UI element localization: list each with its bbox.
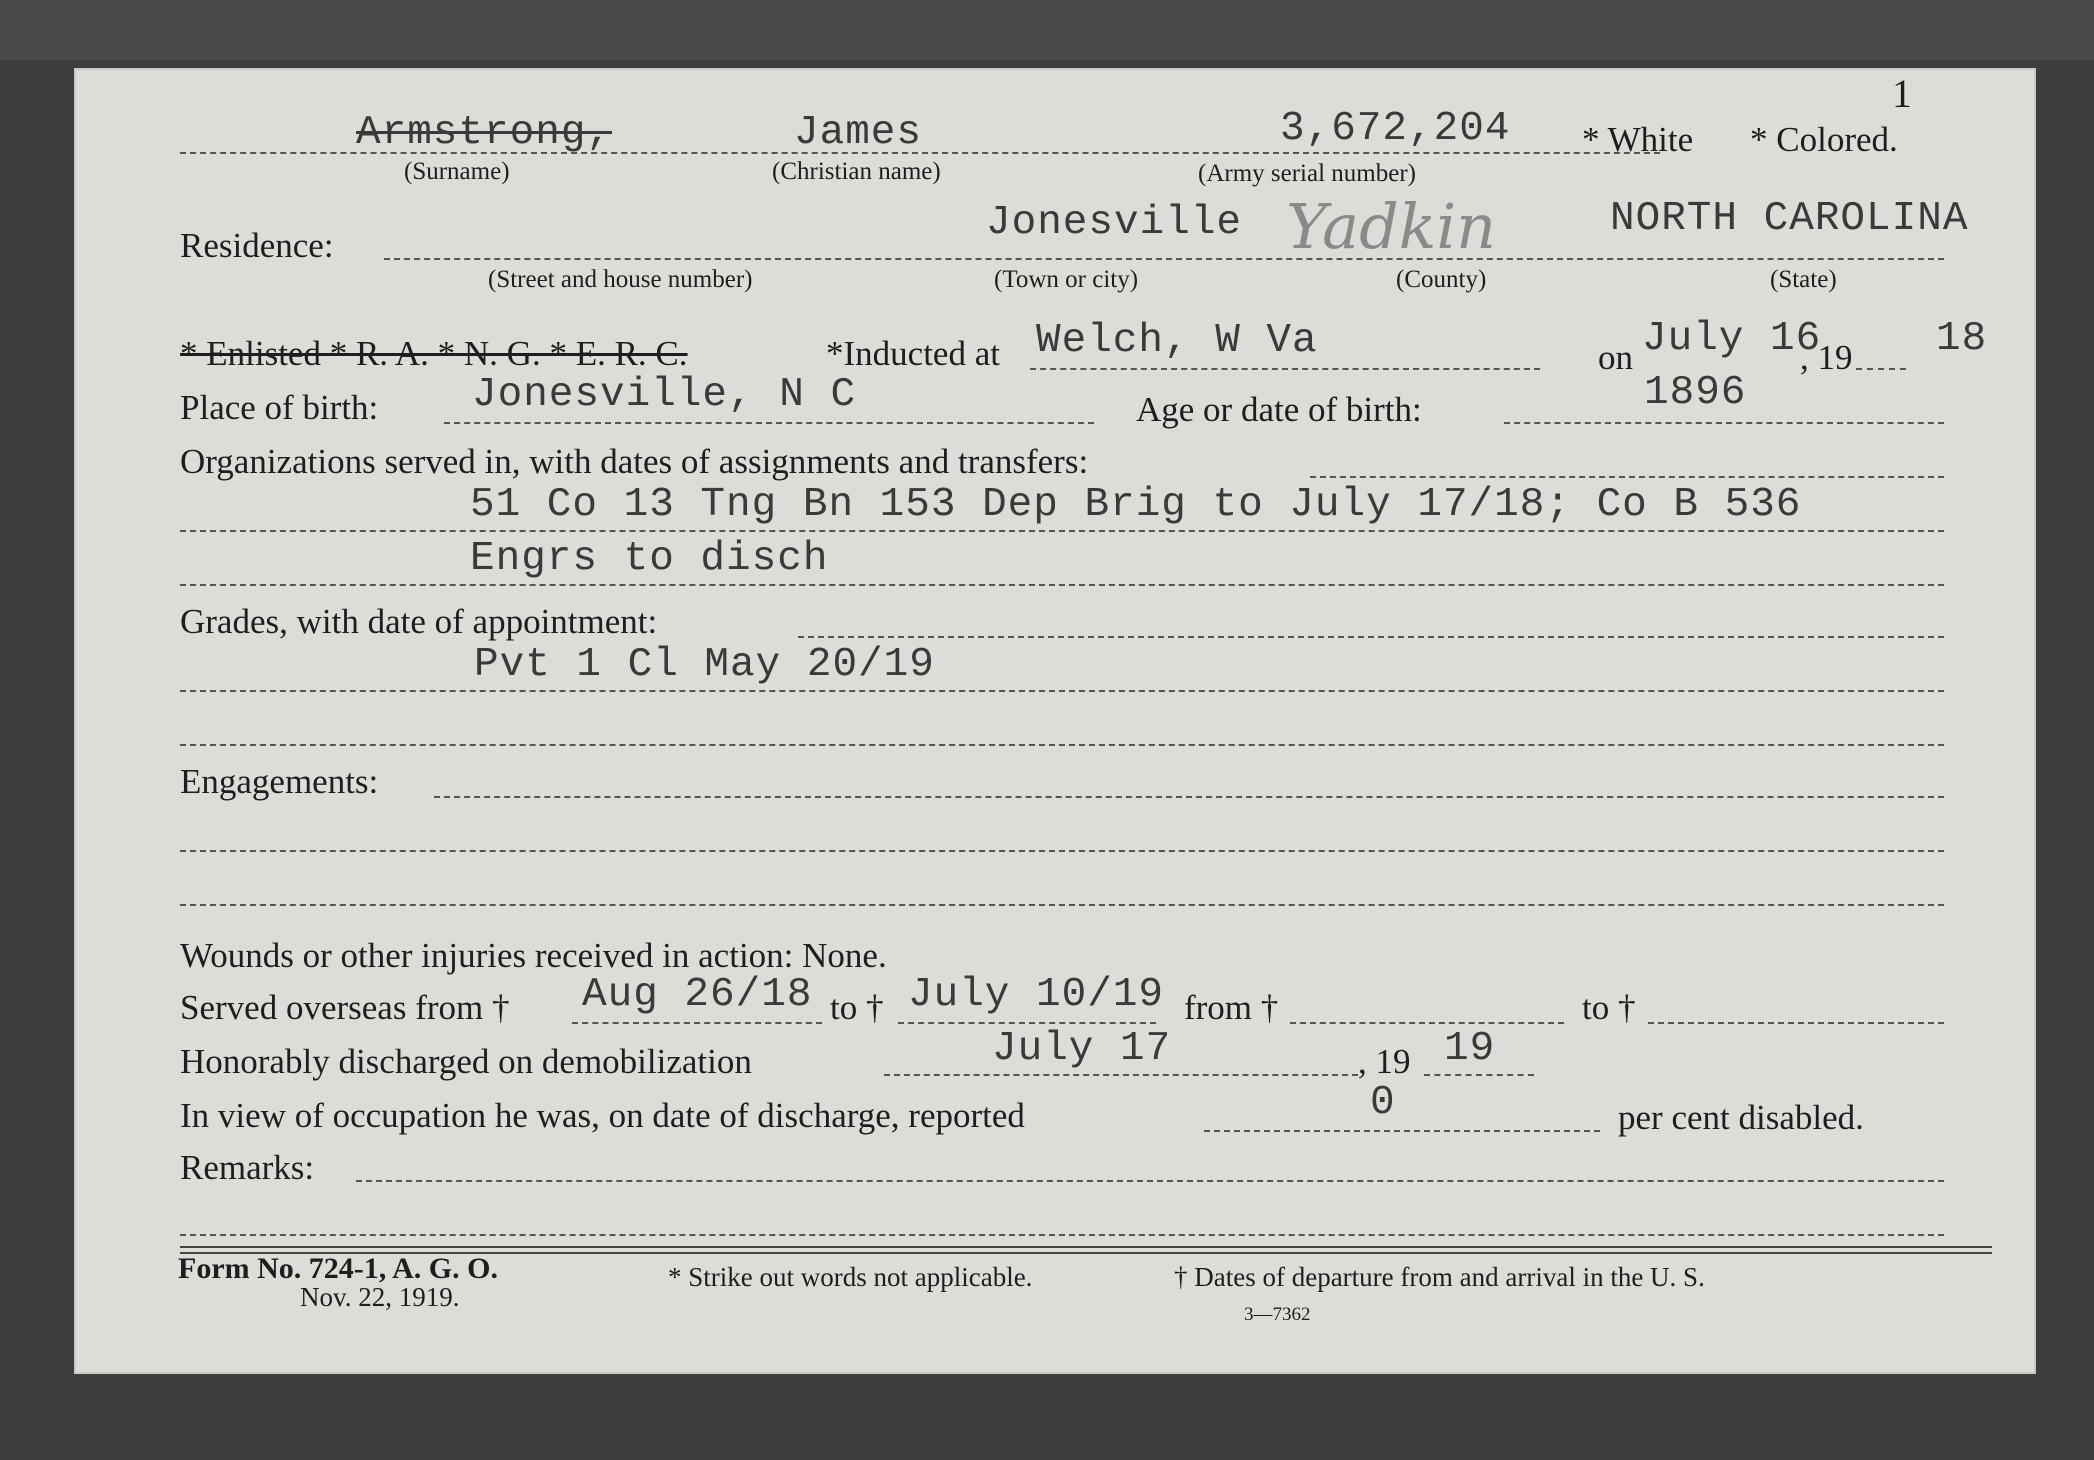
remarks-label: Remarks:: [180, 1148, 315, 1187]
on-label: on: [1598, 338, 1633, 377]
footer-rule-1: [180, 1246, 1992, 1248]
card-number: 1: [1892, 71, 1912, 116]
overseas-to-label-2: to †: [1582, 988, 1636, 1027]
surname-value: Armstrong,: [356, 110, 613, 156]
birth-year-value: 1896: [1644, 370, 1747, 416]
disability-suffix: per cent disabled.: [1618, 1098, 1864, 1137]
birth-place-label: Place of birth:: [180, 388, 379, 427]
organizations-line-1: [180, 530, 1944, 532]
overseas-from-line-2: [1290, 1022, 1564, 1024]
overseas-from-line: [572, 1022, 822, 1024]
grades-line-2: [180, 744, 1944, 746]
organizations-line-2: [180, 584, 1944, 586]
grades-line-0: [798, 636, 1944, 638]
induction-year-value: 18: [1936, 316, 1988, 362]
street-label: (Street and house number): [488, 266, 753, 293]
form-date: Nov. 22, 1919.: [300, 1282, 460, 1312]
strike-note: * Strike out words not applicable.: [668, 1262, 1033, 1292]
christian-name-label: (Christian name): [772, 158, 941, 185]
county-handwritten: Yadkin: [1286, 190, 1497, 263]
overseas-to-line-2: [1648, 1022, 1944, 1024]
serial-number-value: 3,672,204: [1280, 106, 1511, 152]
inducted-label: *Inducted at: [826, 334, 1000, 373]
engagements-line-2: [180, 904, 1944, 906]
dates-note: † Dates of departure from and arrival in the U. S.: [1174, 1262, 1705, 1292]
age-line: [1504, 422, 1944, 424]
christian-name-value: James: [794, 110, 923, 156]
induction-place-line: [1030, 368, 1540, 370]
discharge-year-line: [1424, 1074, 1534, 1076]
town-value: Jonesville: [986, 200, 1243, 246]
induction-year-prefix: , 19: [1800, 338, 1853, 377]
induction-place-value: Welch, W Va: [1036, 318, 1318, 364]
age-label: Age or date of birth:: [1136, 390, 1422, 429]
serial-number-label: (Army serial number): [1198, 160, 1416, 187]
engagements-line-0: [434, 796, 1944, 798]
colored-option: * Colored.: [1750, 120, 1898, 159]
scan-background: [0, 0, 2094, 60]
overseas-from-label-2: from †: [1184, 988, 1279, 1027]
organizations-label: Organizations served in, with dates of assignments and transfers:: [180, 442, 1089, 481]
county-label: (County): [1396, 266, 1487, 293]
discharge-year-prefix: , 19: [1358, 1042, 1411, 1081]
town-label: (Town or city): [994, 266, 1139, 293]
discharge-date-value: July 17: [992, 1026, 1172, 1072]
state-label: (State): [1770, 266, 1837, 293]
form-number: Form No. 724-1, A. G. O.: [178, 1252, 498, 1285]
state-value: NORTH CAROLINA: [1610, 196, 1969, 242]
engagements-line-1: [180, 850, 1944, 852]
disability-line: [1204, 1130, 1600, 1132]
overseas-to-line: [898, 1022, 1156, 1024]
white-option: * White: [1582, 120, 1694, 159]
organizations-value-1: 51 Co 13 Tng Bn 153 Dep Brig to July 17/18; Co B 536: [470, 482, 1802, 528]
disability-value: 0: [1370, 1080, 1396, 1126]
overseas-to-value: July 10/19: [908, 972, 1165, 1018]
birth-place-value: Jonesville, N C: [472, 372, 857, 418]
grades-line-1: [180, 690, 1944, 692]
organizations-line-0: [1310, 476, 1944, 478]
remarks-line-0: [356, 1180, 1944, 1182]
grades-label: Grades, with date of appointment:: [180, 602, 658, 641]
engagements-label: Engagements:: [180, 762, 379, 801]
organizations-value-2: Engrs to disch: [470, 536, 829, 582]
grades-value-1: Pvt 1 Cl May 20/19: [474, 642, 935, 688]
disability-label: In view of occupation he was, on date of discharge, reported: [180, 1096, 1025, 1135]
discharge-year-value: 19: [1444, 1026, 1496, 1072]
print-code: 3—7362: [1244, 1304, 1311, 1325]
wounds-label: Wounds or other injuries received in action: None.: [180, 936, 887, 975]
birth-place-line: [444, 422, 1094, 424]
discharge-date-line: [884, 1074, 1358, 1076]
enlistment-options-struck: * Enlisted * R. A. * N. G. * E. R. C.: [180, 334, 688, 373]
surname-label: (Surname): [404, 158, 510, 185]
induction-date-value: July 16: [1642, 316, 1822, 362]
residence-line: [384, 258, 1944, 260]
service-record-card: [74, 68, 2036, 1374]
remarks-line-1: [180, 1234, 1944, 1236]
residence-label: Residence:: [180, 226, 334, 265]
overseas-from-value: Aug 26/18: [582, 972, 813, 1018]
overseas-label: Served overseas from †: [180, 988, 510, 1027]
discharge-label: Honorably discharged on demobilization: [180, 1042, 752, 1081]
overseas-to-label: to †: [830, 988, 884, 1027]
induction-year-line: [1856, 368, 1906, 370]
